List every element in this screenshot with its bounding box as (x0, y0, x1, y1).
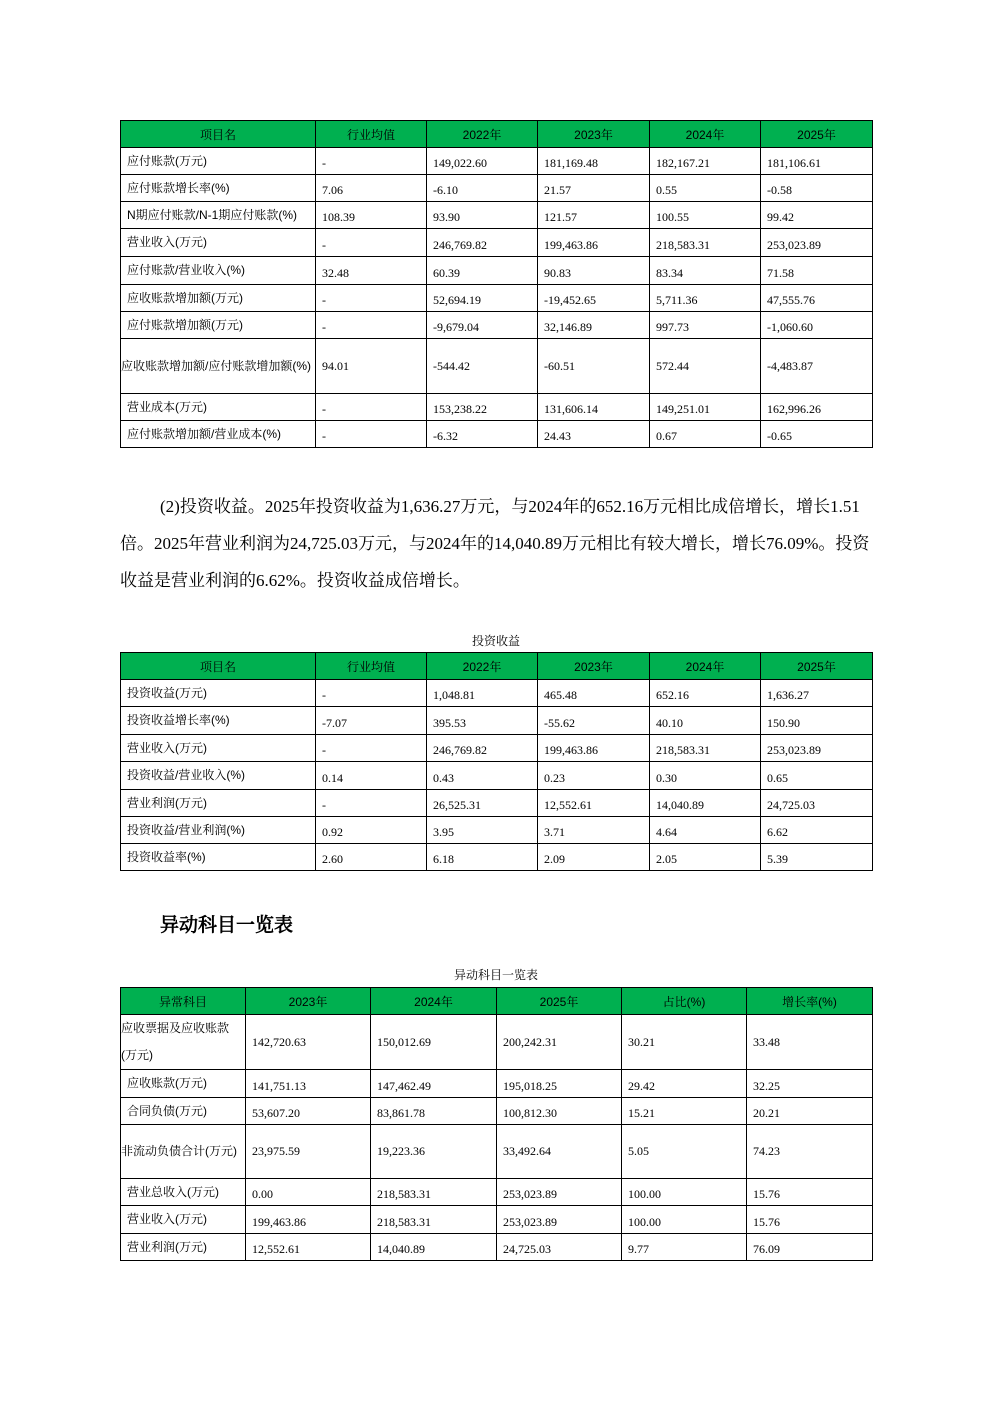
table-body (121, 680, 873, 871)
table-cell: -0.65 (761, 421, 873, 448)
row-label: 应收票据及应收账款(万元) (121, 1015, 246, 1070)
table-row (121, 735, 873, 762)
column-header: 2022年 (427, 653, 538, 680)
column-header: 2023年 (246, 988, 371, 1015)
table-cell: 141,751.13 (246, 1070, 371, 1098)
row-label: 营业总收入(万元) (121, 1179, 246, 1206)
table-row (121, 312, 873, 339)
row-label: 应收账款(万元) (121, 1070, 246, 1098)
table-cell: 150,012.69 (371, 1015, 497, 1070)
table-cell: - (316, 148, 427, 175)
table-cell: 15.76 (747, 1179, 873, 1206)
table-cell: 24,725.03 (761, 790, 873, 817)
table-cell: 20.21 (747, 1098, 873, 1125)
abnormal-items-table (120, 987, 873, 1261)
table-cell: 100.55 (650, 202, 761, 229)
column-header: 行业均值 (316, 121, 427, 148)
table-cell: 0.67 (650, 421, 761, 448)
table-row (121, 790, 873, 817)
table-cell: -4,483.87 (761, 339, 873, 394)
table-cell: 153,238.22 (427, 394, 538, 421)
table-row (121, 394, 873, 421)
table-cell: 246,769.82 (427, 735, 538, 762)
row-label: 应收账款增加额/应付账款增加额(%) (121, 339, 316, 394)
table-cell: 150.90 (761, 707, 873, 735)
table-cell: 19,223.36 (371, 1125, 497, 1179)
table-cell: 15.21 (622, 1098, 747, 1125)
row-label: 合同负债(万元) (121, 1098, 246, 1125)
table-cell: 6.62 (761, 817, 873, 844)
column-header: 增长率(%) (747, 988, 873, 1015)
table-cell: 71.58 (761, 257, 873, 285)
table-cell: 32,146.89 (538, 312, 650, 339)
table-cell: - (316, 394, 427, 421)
table-cell: -1,060.60 (761, 312, 873, 339)
table-row (121, 1125, 873, 1179)
table-row (121, 1015, 873, 1070)
table-row (121, 202, 873, 229)
table-row (121, 1206, 873, 1234)
table-cell: -7.07 (316, 707, 427, 735)
table-cell: 33.48 (747, 1015, 873, 1070)
row-label: 投资收益/营业利润(%) (121, 817, 316, 844)
table-row (121, 1234, 873, 1261)
row-label: 非流动负债合计(万元) (121, 1125, 246, 1179)
table-row (121, 229, 873, 257)
table-cell: 121.57 (538, 202, 650, 229)
table-cell: 100.00 (622, 1206, 747, 1234)
table-cell: 24.43 (538, 421, 650, 448)
column-header: 2023年 (538, 121, 650, 148)
table-row (121, 257, 873, 285)
table-cell: 99.42 (761, 202, 873, 229)
table-cell: 149,022.60 (427, 148, 538, 175)
table-cell: 997.73 (650, 312, 761, 339)
table-row (121, 680, 873, 707)
column-header: 2025年 (497, 988, 622, 1015)
table-cell: 100,812.30 (497, 1098, 622, 1125)
table-cell: 253,023.89 (497, 1179, 622, 1206)
table-cell: 14,040.89 (650, 790, 761, 817)
table-cell: 3.71 (538, 817, 650, 844)
table-cell: 142,720.63 (246, 1015, 371, 1070)
table-cell: 90.83 (538, 257, 650, 285)
table-cell: 3.95 (427, 817, 538, 844)
table-body (121, 148, 873, 448)
table-cell: 0.65 (761, 762, 873, 790)
table-cell: 5.05 (622, 1125, 747, 1179)
table-caption: 投资收益 (471, 634, 520, 648)
table-cell: 253,023.89 (497, 1206, 622, 1234)
table-cell: 218,583.31 (371, 1179, 497, 1206)
row-label: 应付账款/营业收入(%) (121, 257, 316, 285)
column-header: 项目名 (121, 121, 316, 148)
table-cell: 0.55 (650, 175, 761, 202)
table-cell: 94.01 (316, 339, 427, 394)
table-cell: 218,583.31 (650, 735, 761, 762)
table-cell: 465.48 (538, 680, 650, 707)
table-cell: 199,463.86 (538, 229, 650, 257)
table-row (121, 148, 873, 175)
table-cell: - (316, 421, 427, 448)
table-row (121, 707, 873, 735)
table-cell: 83,861.78 (371, 1098, 497, 1125)
row-label: 应付账款(万元) (121, 148, 316, 175)
table-cell: 60.39 (427, 257, 538, 285)
table-cell: -544.42 (427, 339, 538, 394)
table-cell: -6.10 (427, 175, 538, 202)
row-label: 营业利润(万元) (121, 1234, 246, 1261)
table-cell: 15.76 (747, 1206, 873, 1234)
payables-table (120, 120, 873, 448)
table-header-row (121, 653, 873, 680)
table-cell: -0.58 (761, 175, 873, 202)
row-label: 应付账款增长率(%) (121, 175, 316, 202)
table-cell: 253,023.89 (761, 229, 873, 257)
table-cell: 218,583.31 (371, 1206, 497, 1234)
table-cell: 0.92 (316, 817, 427, 844)
column-header: 2022年 (427, 121, 538, 148)
table-cell: 9.77 (622, 1234, 747, 1261)
table-cell: 199,463.86 (246, 1206, 371, 1234)
row-label: 营业利润(万元) (121, 790, 316, 817)
row-label: 投资收益率(%) (121, 844, 316, 871)
table-cell: 93.90 (427, 202, 538, 229)
table-cell: - (316, 229, 427, 257)
table-cell: 572.44 (650, 339, 761, 394)
table-caption: 异动科目一览表 (453, 968, 538, 982)
table-row (121, 175, 873, 202)
table-cell: 26,525.31 (427, 790, 538, 817)
table-cell: 181,169.48 (538, 148, 650, 175)
table-cell: 12,552.61 (246, 1234, 371, 1261)
table-cell: 53,607.20 (246, 1098, 371, 1125)
table-cell: 0.14 (316, 762, 427, 790)
table-cell: -55.62 (538, 707, 650, 735)
table-header-row (121, 988, 873, 1015)
table-cell: 0.43 (427, 762, 538, 790)
table-cell: 253,023.89 (761, 735, 873, 762)
table-cell: 14,040.89 (371, 1234, 497, 1261)
table-cell: 0.23 (538, 762, 650, 790)
table-cell: 83.34 (650, 257, 761, 285)
table-cell: 108.39 (316, 202, 427, 229)
table-cell: 147,462.49 (371, 1070, 497, 1098)
table-cell: 652.16 (650, 680, 761, 707)
table-cell: - (316, 680, 427, 707)
row-label: N期应付账款/N-1期应付账款(%) (121, 202, 316, 229)
table-cell: -9,679.04 (427, 312, 538, 339)
table-cell: 100.00 (622, 1179, 747, 1206)
column-header: 2023年 (538, 653, 650, 680)
table-cell: 74.23 (747, 1125, 873, 1179)
table-cell: 246,769.82 (427, 229, 538, 257)
section-heading: 异动科目一览表 (160, 914, 294, 936)
row-label: 投资收益(万元) (121, 680, 316, 707)
row-label: 投资收益增长率(%) (121, 707, 316, 735)
table-cell: 162,996.26 (761, 394, 873, 421)
table-row (121, 844, 873, 871)
table-cell: 2.09 (538, 844, 650, 871)
column-header: 2024年 (371, 988, 497, 1015)
row-label: 营业收入(万元) (121, 1206, 246, 1234)
table-row (121, 817, 873, 844)
table-cell: -60.51 (538, 339, 650, 394)
table-cell: - (316, 285, 427, 312)
table-cell: 200,242.31 (497, 1015, 622, 1070)
column-header: 异常科目 (121, 988, 246, 1015)
table-cell: 5.39 (761, 844, 873, 871)
row-label: 营业收入(万元) (121, 735, 316, 762)
investment-income-table (120, 652, 873, 871)
column-header: 2024年 (650, 653, 761, 680)
table-body (121, 1015, 873, 1261)
paragraph-text: (2)投资收益。2025年投资收益为1,636.27万元，与2024年的652.16万元相比成倍增长，增长1.51倍。2025年营业利润为24,725.03万元，与2024年的14,040.89万元相比有较大增长，增长76.09%。投资收益是营业利润的6.62%。投资收益成倍增长。 (120, 497, 870, 590)
column-header: 行业均值 (316, 653, 427, 680)
column-header: 项目名 (121, 653, 316, 680)
table-cell: 47,555.76 (761, 285, 873, 312)
table-cell: -6.32 (427, 421, 538, 448)
row-label: 应付账款增加额(万元) (121, 312, 316, 339)
table-cell: 52,694.19 (427, 285, 538, 312)
table-cell: 76.09 (747, 1234, 873, 1261)
table-cell: 0.30 (650, 762, 761, 790)
table-row (121, 762, 873, 790)
table-cell: 32.48 (316, 257, 427, 285)
table-cell: 182,167.21 (650, 148, 761, 175)
table-cell: 1,636.27 (761, 680, 873, 707)
table-cell: 0.00 (246, 1179, 371, 1206)
table-cell: 395.53 (427, 707, 538, 735)
table-cell: 2.05 (650, 844, 761, 871)
table-cell: 12,552.61 (538, 790, 650, 817)
table-cell: 33,492.64 (497, 1125, 622, 1179)
table-cell: - (316, 790, 427, 817)
column-header: 2025年 (761, 653, 873, 680)
table-cell: 2.60 (316, 844, 427, 871)
table-cell: 149,251.01 (650, 394, 761, 421)
column-header: 2025年 (761, 121, 873, 148)
table-cell: 195,018.25 (497, 1070, 622, 1098)
table-row (121, 1070, 873, 1098)
table-cell: 30.21 (622, 1015, 747, 1070)
table-cell: -19,452.65 (538, 285, 650, 312)
table-cell: 5,711.36 (650, 285, 761, 312)
row-label: 应收账款增加额(万元) (121, 285, 316, 312)
investment-income-paragraph (120, 488, 880, 599)
table-row (121, 1098, 873, 1125)
table-cell: 131,606.14 (538, 394, 650, 421)
table-cell: 21.57 (538, 175, 650, 202)
table-row (121, 285, 873, 312)
table-cell: 6.18 (427, 844, 538, 871)
table-cell: 7.06 (316, 175, 427, 202)
row-label: 营业成本(万元) (121, 394, 316, 421)
table-header-row (121, 121, 873, 148)
table-row (121, 1179, 873, 1206)
table-cell: 1,048.81 (427, 680, 538, 707)
table-cell: 181,106.61 (761, 148, 873, 175)
table-cell: - (316, 312, 427, 339)
table-cell: 40.10 (650, 707, 761, 735)
table-cell: 199,463.86 (538, 735, 650, 762)
row-label: 营业收入(万元) (121, 229, 316, 257)
table-cell: 4.64 (650, 817, 761, 844)
column-header: 占比(%) (622, 988, 747, 1015)
table-row (121, 421, 873, 448)
table-cell: 24,725.03 (497, 1234, 622, 1261)
table-row (121, 339, 873, 394)
table-cell: 23,975.59 (246, 1125, 371, 1179)
row-label: 投资收益/营业收入(%) (121, 762, 316, 790)
row-label: 应付账款增加额/营业成本(%) (121, 421, 316, 448)
table-cell: 29.42 (622, 1070, 747, 1098)
table-cell: - (316, 735, 427, 762)
table-cell: 218,583.31 (650, 229, 761, 257)
column-header: 2024年 (650, 121, 761, 148)
table-cell: 32.25 (747, 1070, 873, 1098)
